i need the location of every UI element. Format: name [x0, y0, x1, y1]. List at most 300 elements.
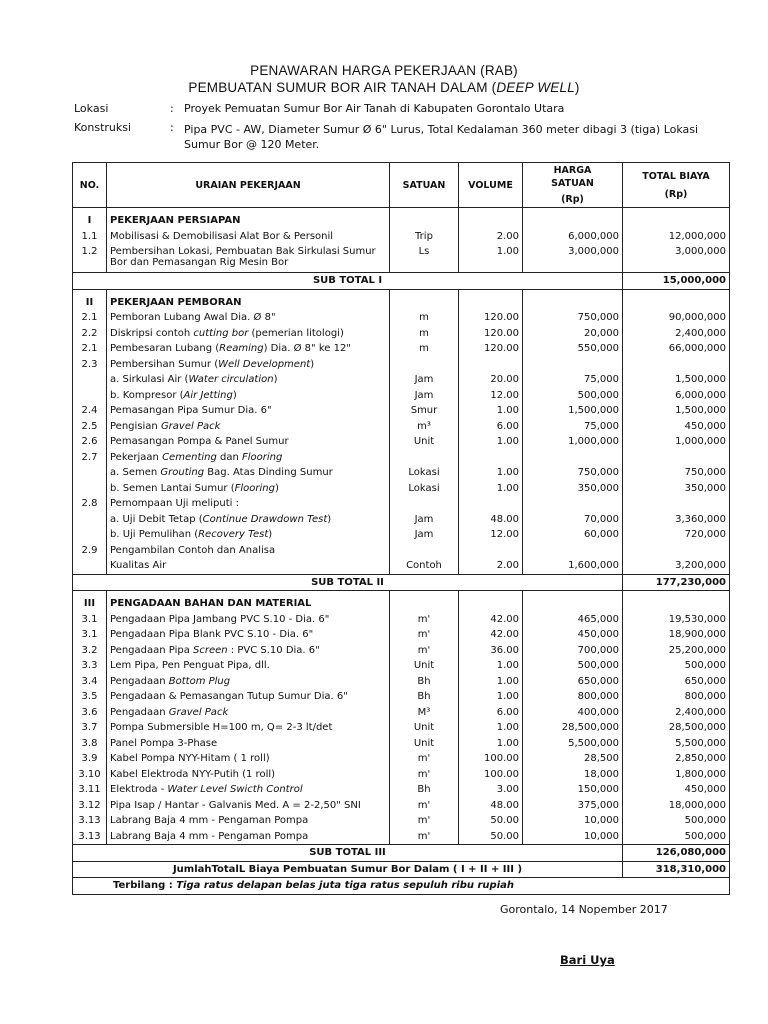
empty-cell [523, 295, 623, 311]
item-number: 2.9 [73, 543, 107, 559]
item-harga: 1,500,000 [523, 403, 623, 419]
item-harga: 20,000 [523, 326, 623, 342]
desc-after: ) Dia. Ø 8" ke 12" [263, 343, 351, 355]
desc-text: Pemasangan Pompa & Panel Sumur [110, 436, 289, 448]
item-harga [523, 450, 623, 466]
item-harga: 6,000,000 [523, 229, 623, 245]
terbilang-value: Tiga ratus delapan belas juta tiga ratus sepuluh ribu rupiah [176, 880, 514, 892]
konstruksi-value-line1: Pipa PVC - AW, Diameter Sumur Ø 6" Lurus, Total Kedalaman 360 meter dibagi 3 (tiga) Lokasi [184, 123, 699, 136]
section-header-row [73, 295, 730, 311]
section-number: III [73, 596, 107, 612]
item-number [73, 512, 107, 528]
desc-text: a. Uji Debit Tetap ( [110, 513, 203, 525]
item-number: 3.3 [73, 658, 107, 674]
item-description [107, 829, 390, 845]
item-volume: 120.00 [459, 341, 523, 357]
item-volume: 12.00 [459, 388, 523, 404]
item-number: 2.4 [73, 403, 107, 419]
item-volume: 3.00 [459, 782, 523, 798]
item-description [107, 813, 390, 829]
table-row [73, 496, 730, 512]
item-description [107, 229, 390, 245]
table-row [73, 612, 730, 628]
desc-after: dan [216, 451, 243, 463]
item-satuan: m' [390, 767, 459, 783]
desc-after: ) [310, 358, 315, 370]
desc-text: Pengambilan Contoh dan Analisa [110, 544, 276, 556]
table-row [73, 326, 730, 342]
empty-cell [623, 213, 730, 229]
item-number: 3.2 [73, 643, 107, 659]
konstruksi-colon: : [170, 121, 174, 134]
item-satuan [390, 496, 459, 512]
desc-italic: Cementing [162, 451, 217, 463]
item-number: 2.7 [73, 450, 107, 466]
rab-table [72, 162, 730, 895]
subtitle-part-c: ) [574, 80, 580, 95]
item-total: 28,500,000 [623, 720, 730, 736]
item-number [73, 558, 107, 574]
item-satuan: Jam [390, 527, 459, 543]
desc-italic: Water Level Swicth Control [167, 784, 303, 796]
table-row [73, 767, 730, 783]
item-harga: 350,000 [523, 481, 623, 497]
item-volume: 1.00 [459, 658, 523, 674]
grand-total-value: 318,310,000 [623, 861, 730, 878]
grand-total-row [73, 861, 730, 878]
item-satuan: Smur [390, 403, 459, 419]
item-total: 2,400,000 [623, 326, 730, 342]
item-volume: 50.00 [459, 813, 523, 829]
item-harga: 28,500 [523, 751, 623, 767]
item-satuan: Trip [390, 229, 459, 245]
item-satuan: m' [390, 829, 459, 845]
item-satuan: m' [390, 751, 459, 767]
item-satuan: Jam [390, 388, 459, 404]
item-total: 3,360,000 [623, 512, 730, 528]
desc-text: b. Kompresor ( [110, 389, 184, 401]
item-description [107, 782, 390, 798]
table-row [73, 341, 730, 357]
subtotal-row [73, 845, 730, 862]
item-satuan: Jam [390, 372, 459, 388]
item-satuan: Ls [390, 244, 459, 273]
konstruksi-label: Konstruksi [74, 121, 132, 134]
total-header-line2: (Rp) [664, 188, 688, 200]
terbilang-label: Terbilang : [113, 880, 177, 892]
table-row [73, 388, 730, 404]
total-header-line1: TOTAL BIAYA [642, 170, 710, 182]
desc-italic: Gravel Pack [168, 706, 229, 718]
section-title: PEKERJAAN PEMBORAN [107, 295, 390, 311]
item-description [107, 798, 390, 814]
item-volume [459, 450, 523, 466]
item-number: 2.1 [73, 310, 107, 326]
subtitle-part-a: PEMBUATAN SUMUR BOR AIR TANAH DALAM ( [188, 80, 497, 95]
item-harga: 750,000 [523, 465, 623, 481]
desc-text: Pembesaran Lubang ( [110, 343, 220, 355]
item-total: 5,500,000 [623, 736, 730, 752]
item-volume: 20.00 [459, 372, 523, 388]
item-number: 1.1 [73, 229, 107, 245]
item-total: 1,800,000 [623, 767, 730, 783]
item-satuan: Unit [390, 736, 459, 752]
item-number [73, 465, 107, 481]
table-row [73, 229, 730, 245]
item-harga: 375,000 [523, 798, 623, 814]
item-satuan: m [390, 341, 459, 357]
col-total-header [623, 163, 730, 208]
desc-text: Pemompaan Uji meliputi : [110, 498, 239, 510]
desc-after: ) [273, 374, 278, 386]
item-harga: 5,500,000 [523, 736, 623, 752]
item-harga: 465,000 [523, 612, 623, 628]
empty-cell [390, 295, 459, 311]
harga-header-line1: HARGA [553, 165, 592, 176]
table-row [73, 627, 730, 643]
table-row [73, 403, 730, 419]
table-row [73, 543, 730, 559]
item-number: 3.7 [73, 720, 107, 736]
item-satuan [390, 357, 459, 373]
table-row [73, 813, 730, 829]
item-total: 6,000,000 [623, 388, 730, 404]
item-total: 650,000 [623, 674, 730, 690]
item-total: 500,000 [623, 829, 730, 845]
item-satuan: m' [390, 798, 459, 814]
item-volume: 2.00 [459, 229, 523, 245]
item-volume: 6.00 [459, 705, 523, 721]
item-number: 3.12 [73, 798, 107, 814]
item-description [107, 372, 390, 388]
item-volume [459, 357, 523, 373]
place-date: Gorontalo, 14 Nopember 2017 [500, 903, 668, 916]
subtotal-row [73, 273, 730, 290]
item-description [107, 674, 390, 690]
item-description [107, 705, 390, 721]
item-volume: 1.00 [459, 674, 523, 690]
section-title: PENGADAAN BAHAN DAN MATERIAL [107, 596, 390, 612]
desc-after: ) [274, 482, 279, 494]
subtotal-label: SUB TOTAL III [73, 845, 623, 862]
item-number [73, 388, 107, 404]
desc-after: ) [327, 513, 332, 525]
table-row [73, 674, 730, 690]
item-number [73, 481, 107, 497]
desc-text: Pengadaan & Pemasangan Tutup Sumur Dia. 6" [110, 691, 348, 703]
item-volume: 48.00 [459, 512, 523, 528]
item-harga: 400,000 [523, 705, 623, 721]
empty-cell [459, 295, 523, 311]
item-description [107, 310, 390, 326]
item-satuan: m' [390, 813, 459, 829]
item-volume: 1.00 [459, 689, 523, 705]
empty-cell [523, 213, 623, 229]
item-description [107, 357, 390, 373]
desc-text: Elektroda - [110, 784, 168, 796]
desc-text: Kualitas Air [110, 560, 167, 572]
table-row [73, 481, 730, 497]
item-total: 1,000,000 [623, 434, 730, 450]
desc-text: b. Semen Lantai Sumur ( [110, 482, 235, 494]
item-total: 1,500,000 [623, 372, 730, 388]
item-total: 18,900,000 [623, 627, 730, 643]
table-row [73, 658, 730, 674]
section-header-row [73, 596, 730, 612]
item-satuan: Unit [390, 720, 459, 736]
item-satuan: m' [390, 643, 459, 659]
item-harga [523, 543, 623, 559]
subtotal-value: 177,230,000 [623, 574, 730, 591]
col-satuan-header: SATUAN [390, 163, 459, 208]
table-header-row [73, 163, 730, 208]
item-harga: 450,000 [523, 627, 623, 643]
desc-italic: Screen [193, 644, 228, 656]
item-harga [523, 357, 623, 373]
item-number: 2.2 [73, 326, 107, 342]
item-satuan: Unit [390, 434, 459, 450]
desc-text: Pengadaan Pipa Jambang PVC S.10 - Dia. 6" [110, 613, 330, 625]
item-number: 3.10 [73, 767, 107, 783]
desc-text: b. Uji Pemulihan ( [110, 529, 199, 541]
desc-text: Pembersihan Lokasi, Pembuatan Bak Sirkulasi Sumur Bor dan Pemasangan Rig Mesin Bor [110, 246, 376, 268]
item-description [107, 527, 390, 543]
table-row [73, 244, 730, 273]
item-total: 19,530,000 [623, 612, 730, 628]
desc-italic: Reaming [219, 343, 264, 355]
desc-text: Mobilisasi & Demobilisasi Alat Bor & Personil [110, 230, 334, 242]
item-description [107, 658, 390, 674]
item-description [107, 434, 390, 450]
col-no-header: NO. [73, 163, 107, 208]
item-volume: 12.00 [459, 527, 523, 543]
item-harga [523, 496, 623, 512]
item-number: 1.2 [73, 244, 107, 273]
desc-italic: Recovery Test [198, 529, 269, 541]
subtotal-label: SUB TOTAL II [73, 574, 623, 591]
item-description [107, 496, 390, 512]
item-description [107, 751, 390, 767]
subtotal-row [73, 574, 730, 591]
item-description [107, 419, 390, 435]
harga-header-line3: (Rp) [561, 194, 584, 205]
item-number: 2.5 [73, 419, 107, 435]
item-total: 12,000,000 [623, 229, 730, 245]
empty-cell [459, 596, 523, 612]
item-volume: 42.00 [459, 627, 523, 643]
item-description [107, 388, 390, 404]
desc-italic: Gravel Pack [160, 420, 221, 432]
item-number: 2.6 [73, 434, 107, 450]
table-row [73, 372, 730, 388]
item-description [107, 689, 390, 705]
item-harga: 550,000 [523, 341, 623, 357]
item-description [107, 403, 390, 419]
item-volume: 1.00 [459, 736, 523, 752]
item-volume: 6.00 [459, 419, 523, 435]
item-volume [459, 496, 523, 512]
item-number: 3.1 [73, 612, 107, 628]
item-satuan: Bh [390, 782, 459, 798]
desc-italic: Air Jetting [183, 389, 233, 401]
col-uraian-header: URAIAN PEKERJAAN [107, 163, 390, 208]
desc-after: (pemerian litologi) [248, 327, 344, 339]
item-description [107, 543, 390, 559]
desc-italic: Bottom Plug [168, 675, 231, 687]
empty-cell [623, 295, 730, 311]
item-harga: 75,000 [523, 372, 623, 388]
item-number: 3.11 [73, 782, 107, 798]
desc-text: Lem Pipa, Pen Penguat Pipa, dll. [110, 660, 270, 672]
table-row [73, 558, 730, 574]
item-satuan: m' [390, 627, 459, 643]
konstruksi-value-line2: Sumur Bor @ 120 Meter. [184, 138, 320, 151]
section-header-row [73, 213, 730, 229]
desc-text: Kabel Elektroda NYY-Putih (1 roll) [110, 768, 276, 780]
desc-text: Pemboran Lubang Awal Dia. Ø 8" [110, 312, 276, 324]
item-volume: 1.00 [459, 481, 523, 497]
item-harga: 500,000 [523, 388, 623, 404]
table-row [73, 705, 730, 721]
item-description [107, 244, 390, 273]
desc-text: Pemasangan Pipa Sumur Dia. 6" [110, 405, 272, 417]
item-total: 350,000 [623, 481, 730, 497]
item-total: 750,000 [623, 465, 730, 481]
item-harga: 700,000 [523, 643, 623, 659]
grand-total-label: JumlahTotalL Biaya Pembuatan Sumur Bor Dalam ( I + II + III ) [73, 861, 623, 878]
item-description [107, 643, 390, 659]
item-number: 3.6 [73, 705, 107, 721]
table-row [73, 434, 730, 450]
item-number [73, 372, 107, 388]
item-number: 2.3 [73, 357, 107, 373]
table-body [73, 208, 730, 895]
section-number: I [73, 213, 107, 229]
table-row [73, 527, 730, 543]
item-satuan: Jam [390, 512, 459, 528]
item-total: 18,000,000 [623, 798, 730, 814]
item-harga: 650,000 [523, 674, 623, 690]
item-total [623, 543, 730, 559]
table-row [73, 751, 730, 767]
item-volume [459, 543, 523, 559]
lokasi-colon: : [170, 102, 174, 115]
item-volume: 1.00 [459, 244, 523, 273]
item-number: 2.8 [73, 496, 107, 512]
lokasi-label: Lokasi [74, 102, 109, 115]
item-number: 3.13 [73, 813, 107, 829]
item-volume: 100.00 [459, 751, 523, 767]
empty-cell [623, 596, 730, 612]
item-harga: 10,000 [523, 829, 623, 845]
subtotal-value: 126,080,000 [623, 845, 730, 862]
item-description [107, 465, 390, 481]
item-harga: 70,000 [523, 512, 623, 528]
terbilang-row [73, 878, 730, 895]
desc-text: a. Sirkulasi Air ( [110, 374, 189, 386]
item-number: 3.5 [73, 689, 107, 705]
desc-italic: Well Development [218, 358, 311, 370]
item-volume: 50.00 [459, 829, 523, 845]
desc-text: Diskripsi contoh [110, 327, 194, 339]
item-description [107, 450, 390, 466]
desc-after: : PVC S.10 Dia. 6" [227, 644, 320, 656]
item-description [107, 512, 390, 528]
item-satuan: m [390, 310, 459, 326]
item-harga: 18,000 [523, 767, 623, 783]
item-total: 3,000,000 [623, 244, 730, 273]
item-total: 720,000 [623, 527, 730, 543]
desc-after: Bag. Atas Dinding Sumur [204, 467, 333, 479]
item-satuan: Lokasi [390, 481, 459, 497]
desc-text: Pengadaan [110, 706, 169, 718]
empty-cell [459, 213, 523, 229]
item-volume: 1.00 [459, 465, 523, 481]
item-volume: 1.00 [459, 403, 523, 419]
item-harga: 75,000 [523, 419, 623, 435]
desc-text: Pekerjaan [110, 451, 163, 463]
desc-after: ) [268, 529, 273, 541]
item-description [107, 326, 390, 342]
item-satuan [390, 543, 459, 559]
item-total: 450,000 [623, 782, 730, 798]
desc-italic: Grouting [160, 467, 205, 479]
desc-text: Labrang Baja 4 mm - Pengaman Pompa [110, 815, 309, 827]
item-satuan: m³ [390, 419, 459, 435]
item-description [107, 558, 390, 574]
item-description [107, 341, 390, 357]
desc-text: a. Semen [110, 467, 161, 479]
table-row [73, 357, 730, 373]
item-number: 3.9 [73, 751, 107, 767]
item-total: 2,850,000 [623, 751, 730, 767]
desc-text: Kabel Pompa NYY-Hitam ( 1 roll) [110, 753, 270, 765]
desc-after: ) [232, 389, 237, 401]
item-satuan: Bh [390, 674, 459, 690]
item-harga: 150,000 [523, 782, 623, 798]
desc-text: Pengadaan Pipa Blank PVC S.10 - Dia. 6" [110, 629, 314, 641]
item-volume: 42.00 [459, 612, 523, 628]
item-harga: 750,000 [523, 310, 623, 326]
item-harga: 800,000 [523, 689, 623, 705]
item-number: 3.4 [73, 674, 107, 690]
item-description [107, 767, 390, 783]
terbilang-cell [73, 878, 730, 895]
table-row [73, 643, 730, 659]
table-row [73, 419, 730, 435]
item-volume: 1.00 [459, 720, 523, 736]
section-title: PEKERJAAN PERSIAPAN [107, 213, 390, 229]
item-volume: 2.00 [459, 558, 523, 574]
item-total [623, 450, 730, 466]
col-volume-header: VOLUME [459, 163, 523, 208]
item-total: 25,200,000 [623, 643, 730, 659]
table-row [73, 689, 730, 705]
table-row [73, 310, 730, 326]
desc-text: Pembersihan Sumur ( [110, 358, 219, 370]
desc-italic: Continue Drawdown Test [202, 513, 328, 525]
document-title: PENAWARAN HARGA PEKERJAAN (RAB) [250, 63, 518, 78]
item-satuan: Unit [390, 658, 459, 674]
item-harga: 500,000 [523, 658, 623, 674]
signer-name: Bari Uya [560, 953, 615, 967]
item-total: 500,000 [623, 813, 730, 829]
item-satuan: M³ [390, 705, 459, 721]
desc-text: Pengadaan [110, 675, 169, 687]
desc-text: Panel Pompa 3-Phase [110, 737, 218, 749]
desc-italic-2: Flooring [242, 451, 283, 463]
desc-text: Pengisian [110, 420, 161, 432]
